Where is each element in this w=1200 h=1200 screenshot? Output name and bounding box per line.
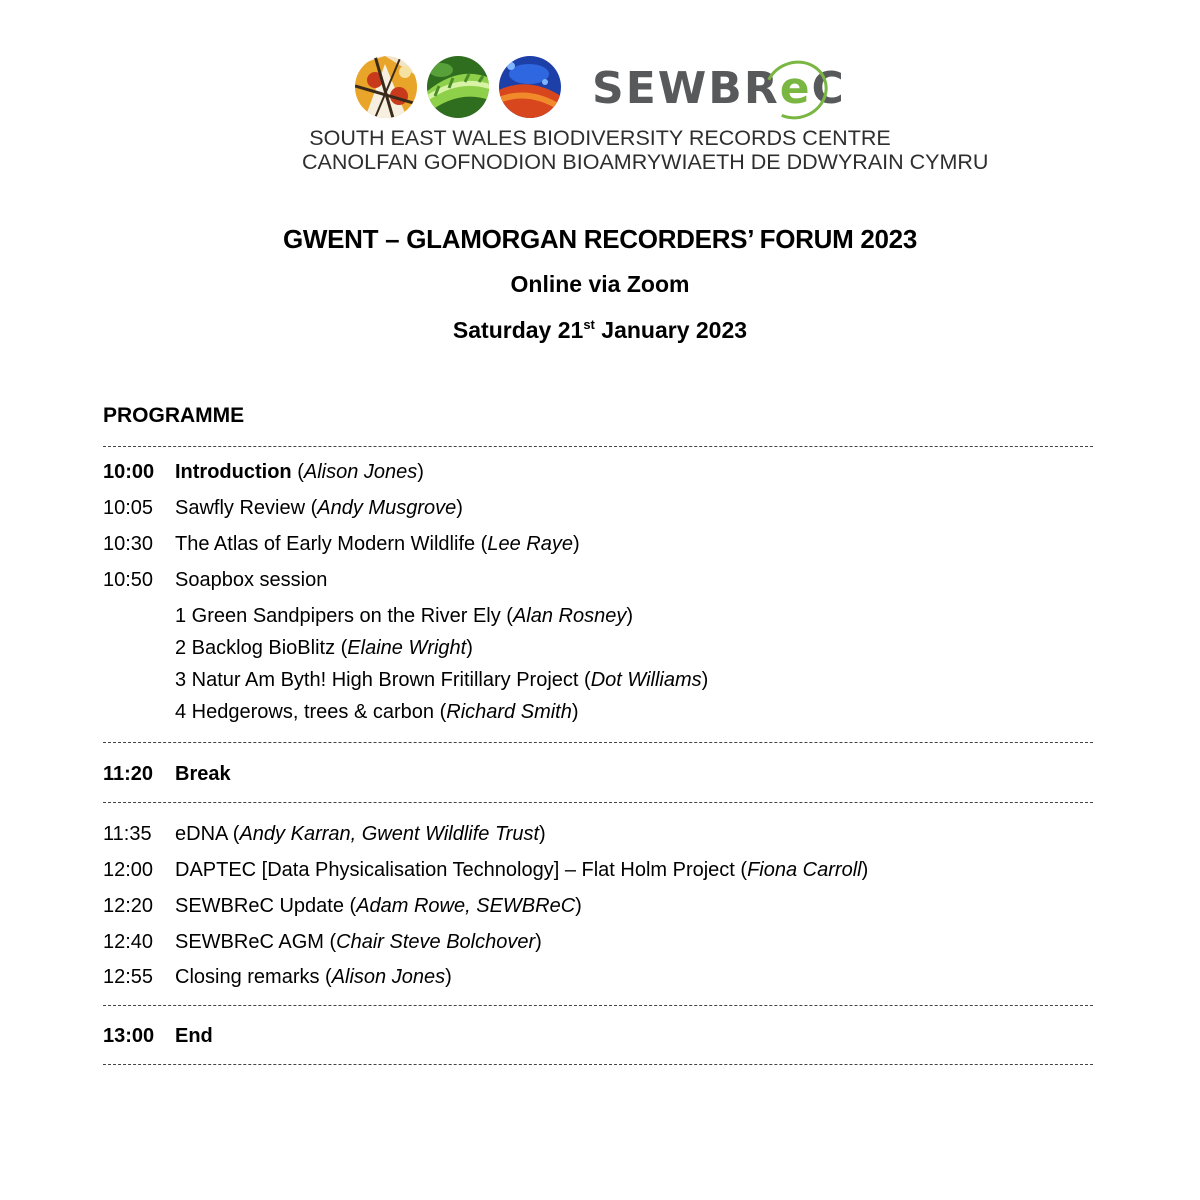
item-time: 12:40 <box>103 931 154 953</box>
item-time: 10:05 <box>103 497 154 519</box>
item-title: Closing remarks <box>175 966 320 988</box>
item-time: 11:20 <box>103 763 154 785</box>
divider <box>103 1005 1093 1006</box>
divider <box>103 1064 1093 1065</box>
soapbox-talk: 1 Green Sandpipers on the River Ely (Alan Rosney) <box>175 605 634 627</box>
programme-item <box>103 565 327 595</box>
item-title: 4 Hedgerows, trees & carbon <box>175 701 435 723</box>
item-title: Introduction <box>175 461 292 483</box>
item-title: 1 Green Sandpipers on the River Ely <box>175 605 501 627</box>
programme-heading: PROGRAMME <box>103 404 245 427</box>
item-time: 12:00 <box>103 859 154 881</box>
item-title: eDNA <box>175 823 228 845</box>
soapbox-talk: 3 Natur Am Byth! High Brown Fritillary Project (Dot Williams) <box>175 669 709 691</box>
programme-item <box>103 1021 213 1051</box>
item-speaker: Andy Musgrove <box>317 497 457 519</box>
item-time: 10:30 <box>103 533 154 555</box>
event-date: Saturday 21st January 2023 <box>452 317 748 343</box>
item-time: 13:00 <box>103 1025 155 1047</box>
programme-item: 10:30 The Atlas of Early Modern Wildlife (Lee Raye) <box>103 529 580 559</box>
item-time: 10:00 <box>103 461 155 483</box>
item-speaker: Elaine Wright <box>347 637 467 659</box>
brand-wordmark: SEWBReC <box>592 63 846 114</box>
programme-item: 11:35 eDNA (Andy Karran, Gwent Wildlife Trust) <box>103 819 546 849</box>
item-title: 2 Backlog BioBlitz <box>175 637 336 659</box>
divider <box>103 446 1093 447</box>
item-title: Sawfly Review <box>175 497 306 519</box>
butterfly-wing-photo <box>355 56 417 118</box>
programme-item: 12:55 Closing remarks (Alison Jones) <box>103 962 452 992</box>
item-speaker: Andy Karran, Gwent Wildlife Trust <box>239 823 540 845</box>
event-location: Online via Zoom <box>510 271 690 297</box>
item-title: DAPTEC [Data Physicalisation Technology] – Flat Holm Project <box>175 859 735 881</box>
item-title: End <box>175 1025 213 1047</box>
programme-item <box>103 759 231 789</box>
item-title: The Atlas of Early Modern Wildlife <box>175 533 476 555</box>
org-name-english: SOUTH EAST WALES BIODIVERSITY RECORDS CENTRE <box>309 126 891 150</box>
soapbox-talk: 2 Backlog BioBlitz (Elaine Wright) <box>175 637 473 659</box>
sewbrec-logo <box>302 50 989 180</box>
item-time: 12:20 <box>103 895 154 917</box>
item-title: SEWBReC Update <box>175 895 344 917</box>
divider <box>103 742 1093 743</box>
item-speaker: Dot Williams <box>590 669 702 691</box>
programme-item: 10:00 Introduction (Alison Jones) <box>103 457 424 487</box>
programme-item: 12:40 SEWBReC AGM (Chair Steve Bolchover) <box>103 927 542 957</box>
item-speaker: Adam Rowe, SEWBReC <box>356 895 576 917</box>
item-time: 11:35 <box>103 823 152 845</box>
item-speaker: Richard Smith <box>446 701 572 723</box>
item-speaker: Alison Jones <box>331 966 446 988</box>
item-speaker: Lee Raye <box>487 533 573 555</box>
item-speaker: Fiona Carroll <box>747 859 862 881</box>
soapbox-talk: 4 Hedgerows, trees & carbon (Richard Smith) <box>175 701 579 723</box>
item-title: SEWBReC AGM <box>175 931 324 953</box>
item-speaker: Chair Steve Bolchover <box>336 931 536 953</box>
item-speaker: Alan Rosney <box>512 605 627 627</box>
programme-item: 12:20 SEWBReC Update (Adam Rowe, SEWBReC) <box>103 891 582 921</box>
blue-red-beetle-photo <box>499 56 561 118</box>
item-speaker: Alison Jones <box>303 461 418 483</box>
item-time: 10:50 <box>103 569 154 591</box>
item-title: 3 Natur Am Byth! High Brown Fritillary Project <box>175 669 579 691</box>
divider <box>103 802 1093 803</box>
event-title: GWENT – GLAMORGAN RECORDERS’ FORUM 2023 <box>282 224 918 254</box>
programme-item: 10:05 Sawfly Review (Andy Musgrove) <box>103 493 463 523</box>
item-title: Soapbox session <box>175 569 328 591</box>
item-title: Break <box>175 763 231 785</box>
item-time: 12:55 <box>103 966 154 988</box>
green-caterpillar-photo <box>427 56 489 118</box>
programme-item: 12:00 DAPTEC [Data Physicalisation Technology] – Flat Holm Project (Fiona Carroll) <box>103 855 868 885</box>
org-name-welsh: CANOLFAN GOFNODION BIOAMRYWIAETH DE DDWYRAIN CYMRU <box>302 150 989 174</box>
